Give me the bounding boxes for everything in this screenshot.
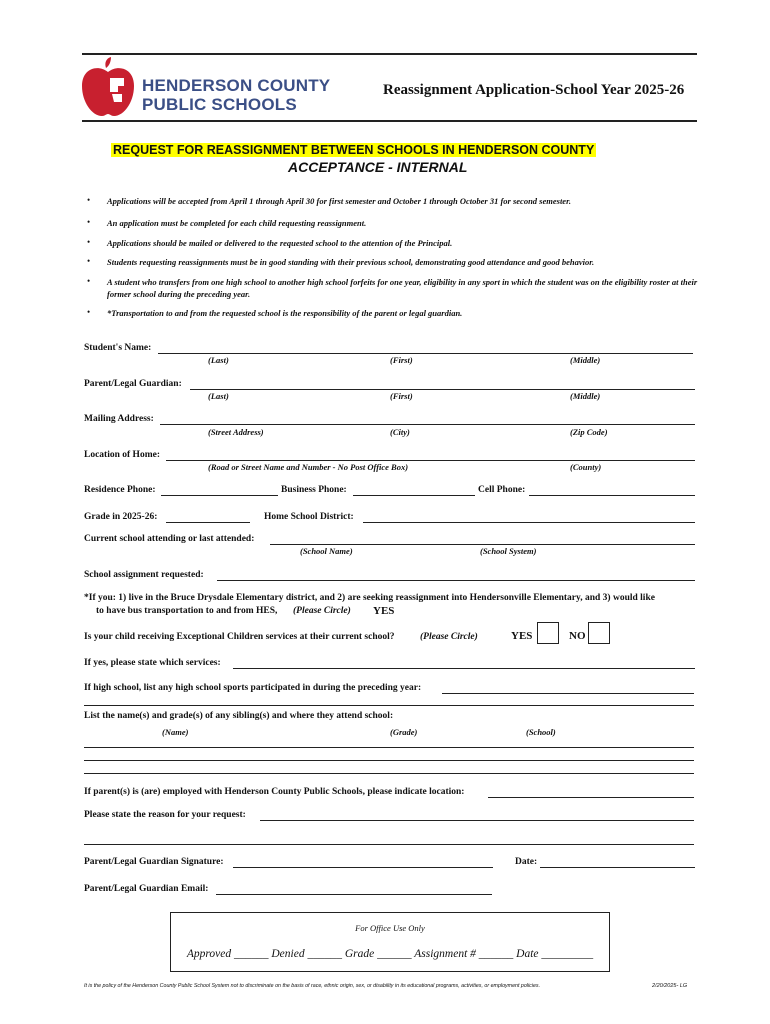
request-title: REQUEST FOR REASSIGNMENT BETWEEN SCHOOLS IN HENDERSON COUNTY <box>113 143 595 157</box>
parent-name-field[interactable] <box>190 389 695 390</box>
home-district-field[interactable] <box>363 522 695 523</box>
current-school-field[interactable] <box>270 544 695 545</box>
ec-yes-option[interactable]: YES <box>511 630 533 642</box>
ec-services-label: If yes, please state which services: <box>84 658 221 668</box>
logo <box>80 56 360 120</box>
bullet-item: Students requesting reassignments must be in good standing with their previous school, demonstrating good attendance and good behavior. <box>107 257 595 267</box>
student-name-field[interactable] <box>158 353 693 354</box>
employed-label: If parent(s) is (are) employed with Henderson County Public Schools, please indicate location: <box>84 787 465 797</box>
form-title: Reassignment Application-School Year 2025-26 <box>383 82 685 98</box>
bullet-symbol: • <box>87 307 91 317</box>
bullet-item: Applications should be mailed or delivered to the requested school to the attention of the Principal. <box>107 238 453 248</box>
bullet-symbol: • <box>87 256 91 266</box>
sublabel-county: (County) <box>570 462 602 472</box>
sublabel-middle: (Middle) <box>570 391 601 401</box>
ec-question-label: Is your child receiving Exceptional Children services at their current school? <box>84 632 395 642</box>
residence-phone-label: Residence Phone: <box>84 485 156 495</box>
org-name-line1: HENDERSON COUNTY <box>142 76 331 95</box>
bullet-item: *Transportation to and from the requested school is the responsibility of the parent or legal guardian. <box>107 308 463 318</box>
sublabel-name: (Name) <box>162 727 189 737</box>
reason-field[interactable] <box>260 820 694 821</box>
business-phone-label: Business Phone: <box>281 485 347 495</box>
cell-phone-label: Cell Phone: <box>478 485 526 495</box>
org-name-line2: PUBLIC SCHOOLS <box>142 95 297 114</box>
policy-statement: It is the policy of the Henderson County Public School System not to discriminate on the basis of race, ethnic origin, sex, or disability in its educational programs, activities, or employment policies. <box>84 983 541 989</box>
current-school-label: Current school attending or last attended: <box>84 534 255 544</box>
location-home-label: Location of Home: <box>84 450 160 460</box>
sublabel-zip: (Zip Code) <box>570 427 608 437</box>
bus-transport-line1: *If you: 1) live in the Bruce Drysdale Elementary district, and 2) are seeking reassignment into Hendersonville Elementary, and 3) would like <box>84 593 655 603</box>
subtitle: ACCEPTANCE - INTERNAL <box>288 159 468 175</box>
sublabel-school-system: (School System) <box>480 546 537 556</box>
sublabel-first: (First) <box>390 391 413 401</box>
siblings-label: List the name(s) and grade(s) of any sibling(s) and where they attend school: <box>84 711 394 721</box>
ec-no-checkbox[interactable] <box>588 622 610 644</box>
bullet-symbol: • <box>87 195 91 205</box>
sibling-row-field[interactable] <box>84 747 694 748</box>
signature-field[interactable] <box>233 867 493 868</box>
ec-no-option[interactable]: NO <box>569 630 586 642</box>
location-home-field[interactable] <box>166 460 695 461</box>
office-use-title: For Office Use Only <box>355 923 425 933</box>
date-field[interactable] <box>540 867 695 868</box>
bullet-item: An application must be completed for each child requesting reassignment. <box>107 218 367 228</box>
sports-label: If high school, list any high school sports participated in during the preceding year: <box>84 683 422 693</box>
assignment-requested-label: School assignment requested: <box>84 570 204 580</box>
sibling-row-field[interactable] <box>84 773 694 774</box>
sports-field[interactable] <box>442 693 694 694</box>
bullet-symbol: • <box>87 237 91 247</box>
student-name-label: Student's Name: <box>84 343 152 353</box>
grade-field[interactable] <box>166 522 250 523</box>
bus-transport-line2: to have bus transportation to and from HES, <box>96 606 278 616</box>
ec-services-field[interactable] <box>233 668 695 669</box>
sublabel-street: (Street Address) <box>208 427 264 437</box>
sublabel-grade: (Grade) <box>390 727 418 737</box>
sublabel-city: (City) <box>390 427 410 437</box>
home-district-label: Home School District: <box>264 512 354 522</box>
business-phone-field[interactable] <box>353 495 475 496</box>
bus-yes-option[interactable]: YES <box>373 605 395 617</box>
email-field[interactable] <box>216 894 492 895</box>
grade-label: Grade in 2025-26: <box>84 512 158 522</box>
mailing-address-field[interactable] <box>160 424 695 425</box>
bullet-item: A student who transfers from one high school to another high school forfeits for one year, eligibility in any sport in which the student was on the eligibility roster at their former school during the preceding year. <box>107 277 698 299</box>
cell-phone-field[interactable] <box>529 495 695 496</box>
please-circle-text: (Please Circle) <box>420 632 478 642</box>
sports-field-line2[interactable] <box>84 705 694 706</box>
bullet-item: Applications will be accepted from April 1 through April 30 for first semester and October 1 through October 31 for second semester. <box>107 196 572 206</box>
sublabel-school-name: (School Name) <box>300 546 353 556</box>
reason-label: Please state the reason for your request: <box>84 810 246 820</box>
top-rule <box>82 53 697 55</box>
office-use-line: Approved ______ Denied ______ Grade ______ Assignment # ______ Date _________ <box>186 948 594 960</box>
sublabel-first: (First) <box>390 355 413 365</box>
parent-name-label: Parent/Legal Guardian: <box>84 379 182 389</box>
header-rule <box>82 120 697 122</box>
sublabel-middle: (Middle) <box>570 355 601 365</box>
sublabel-last: (Last) <box>208 391 229 401</box>
sublabel-last: (Last) <box>208 355 229 365</box>
signature-label: Parent/Legal Guardian Signature: <box>84 857 224 867</box>
employed-field[interactable] <box>488 797 694 798</box>
apple-icon <box>80 56 136 120</box>
sublabel-school: (School) <box>526 727 556 737</box>
bullet-symbol: • <box>87 217 91 227</box>
please-circle-text: (Please Circle) <box>293 606 351 616</box>
bullet-symbol: • <box>87 276 91 286</box>
email-label: Parent/Legal Guardian Email: <box>84 884 209 894</box>
ec-yes-checkbox[interactable] <box>537 622 559 644</box>
assignment-requested-field[interactable] <box>217 580 695 581</box>
form-code: 2/20/2025- LG <box>652 983 688 989</box>
sublabel-road: (Road or Street Name and Number - No Post Office Box) <box>208 462 409 472</box>
residence-phone-field[interactable] <box>161 495 278 496</box>
sibling-row-field[interactable] <box>84 760 694 761</box>
office-use-box <box>170 912 610 972</box>
reason-field-line2[interactable] <box>84 844 694 845</box>
mailing-address-label: Mailing Address: <box>84 414 154 424</box>
date-label: Date: <box>515 857 538 867</box>
